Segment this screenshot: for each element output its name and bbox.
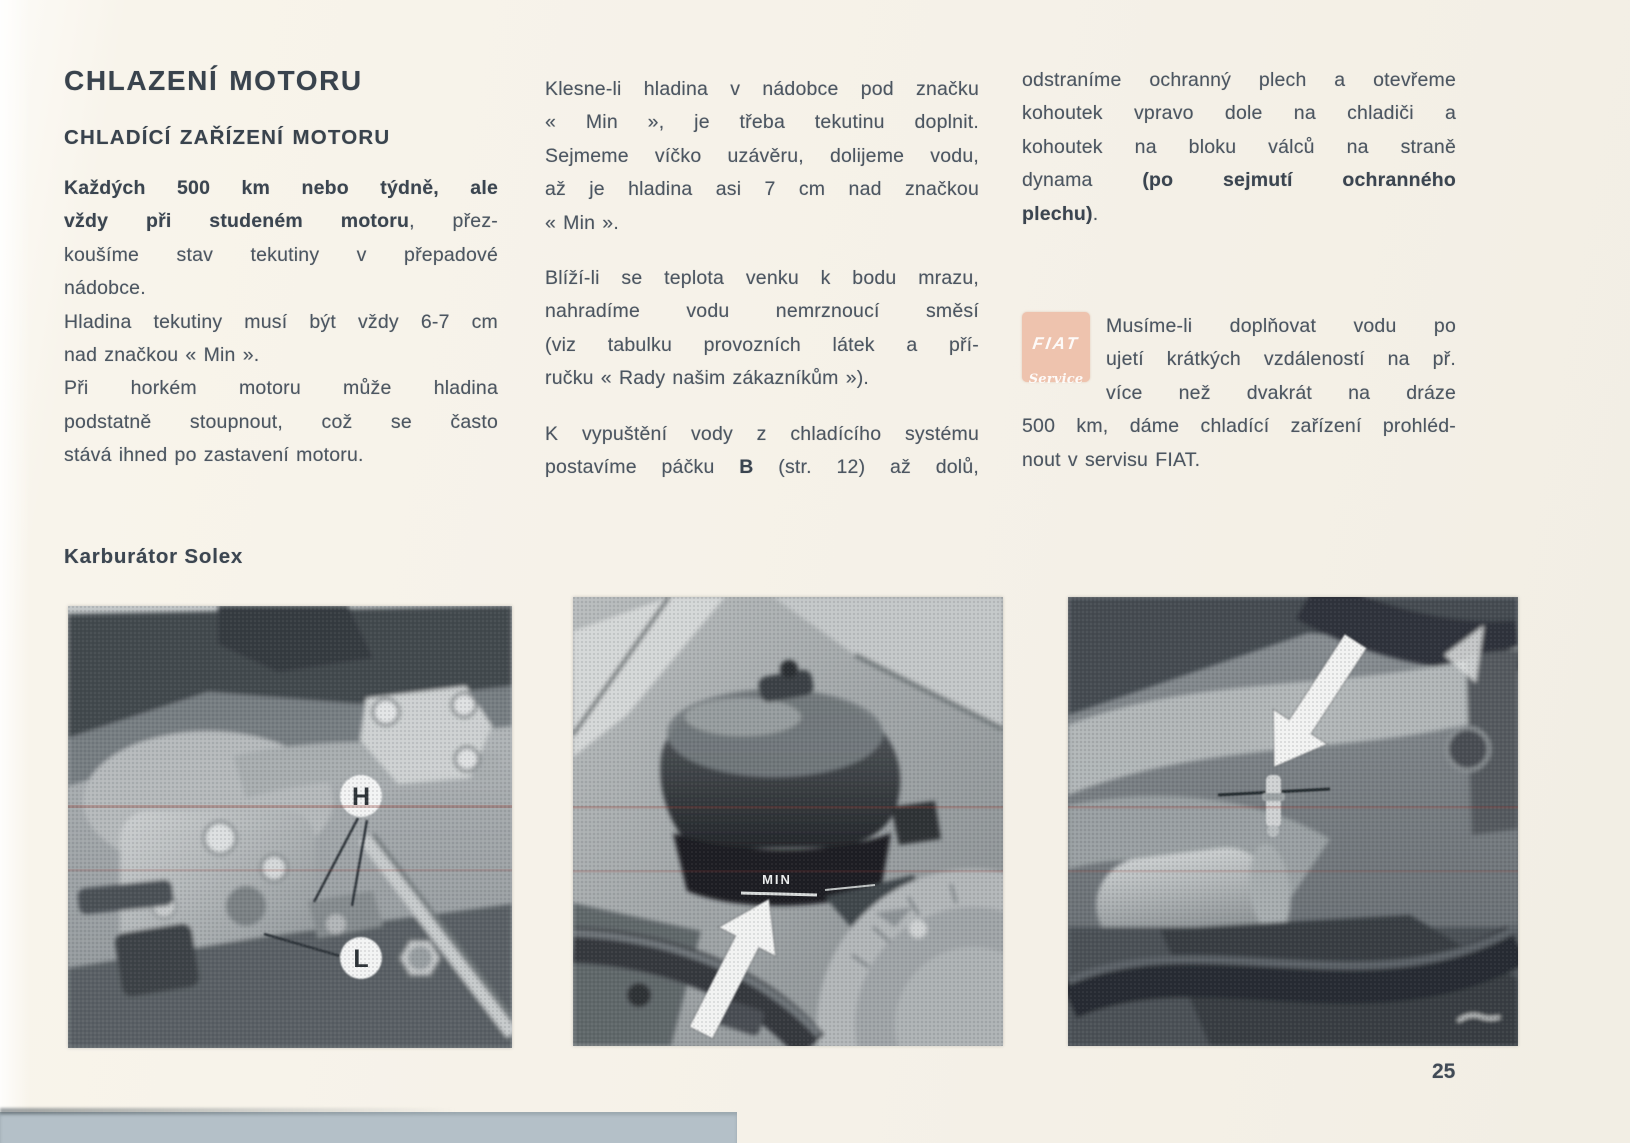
text-line: Sejmeme víčko uzávěru, dolijeme vodu,	[545, 144, 979, 167]
paragraph-drain-lever	[545, 418, 979, 485]
text-line: více než dvakrát na dráze	[1106, 381, 1456, 404]
text-line: Blíží-li se teplota venku k bodu mrazu,	[545, 267, 979, 290]
halftone-overlay	[1068, 597, 1518, 1046]
text-line: K vypuštění vody z chladícího systému	[545, 422, 979, 445]
column-middle	[545, 73, 979, 484]
text-line: ujetí krátkých vzdáleností na př.	[1106, 348, 1456, 371]
fiat-logo-text: FIAT	[1031, 334, 1081, 354]
scanner-background-strip	[0, 1112, 737, 1143]
text-line: nad značkou « Min ».	[64, 344, 260, 367]
fiat-service-logo	[1022, 312, 1090, 388]
paragraph-fluid-level	[64, 306, 498, 373]
paragraph-hot-engine	[64, 372, 498, 472]
paragraph-maintenance-interval	[64, 172, 498, 306]
text-line: Při horkém motoru může hladina	[64, 377, 498, 400]
text-line: ručku « Rady našim zákazníkům »).	[545, 367, 870, 390]
column-left	[64, 64, 498, 473]
text-line: postavíme páčku B (str. 12) až dolů,	[545, 456, 980, 479]
text-line: kohoutek na bloku válců na straně	[1022, 135, 1456, 158]
text-line: nout v servisu FIAT.	[1022, 448, 1201, 471]
text-line: dynama (po sejmutí ochranného	[1022, 169, 1456, 192]
photo-caption: Karburátor Solex	[64, 545, 244, 568]
text-line: 500 km, dáme chladící zařízení prohléd-	[1022, 415, 1456, 438]
subsection-heading: CHLADÍCÍ ZAŘÍZENÍ MOTORU	[64, 126, 391, 149]
section-heading: CHLAZENÍ MOTORU	[64, 65, 363, 96]
photo-carburetor-solex	[68, 606, 512, 1048]
text-line: stává ihned po zastavení motoru.	[64, 444, 364, 467]
fiat-service-label: Service	[1028, 372, 1084, 388]
text-line: podstatně stoupnout, což se často	[64, 410, 498, 433]
text-line: Hladina tekutiny musí být vždy 6-7 cm	[64, 310, 498, 333]
text-line: Musíme-li doplňovat vodu po	[1106, 315, 1456, 338]
text-line: nádobce.	[64, 277, 146, 300]
halftone-overlay	[573, 597, 1003, 1046]
text-line: kohoutek vpravo dole na chladiči a	[1022, 102, 1456, 125]
text-line: « Min ».	[545, 211, 619, 234]
photo-drain-cock	[1068, 597, 1518, 1046]
photo-expansion-tank	[573, 597, 1003, 1046]
text-line: až je hladina asi 7 cm nad značkou	[545, 178, 979, 201]
text-line: odstraníme ochranný plech a otevřeme	[1022, 69, 1456, 91]
text-line: nahradíme vodu nemrznoucí směsí	[545, 300, 979, 323]
halftone-overlay	[68, 606, 512, 1048]
column-right	[1022, 64, 1456, 477]
text-line: vždy při studeném motoru, přez-	[64, 210, 498, 233]
page-number: 25	[1432, 1060, 1456, 1083]
text-line: koušíme stav tekutiny v přepadové	[64, 243, 498, 266]
text-line: Klesne-li hladina v nádobce pod značku	[545, 78, 979, 100]
paragraph-antifreeze	[545, 262, 979, 396]
paragraph-drain-cocks	[1022, 64, 1456, 231]
paragraph-fiat-service	[1022, 310, 1456, 477]
text-line: Každých 500 km nebo týdně, ale	[64, 177, 498, 199]
paragraph-refill	[545, 73, 979, 240]
text-line: (viz tabulku provozních látek a pří-	[545, 333, 979, 356]
text-line: « Min », je třeba tekutinu doplnit.	[545, 111, 979, 134]
text-line: plechu).	[1022, 202, 1099, 225]
